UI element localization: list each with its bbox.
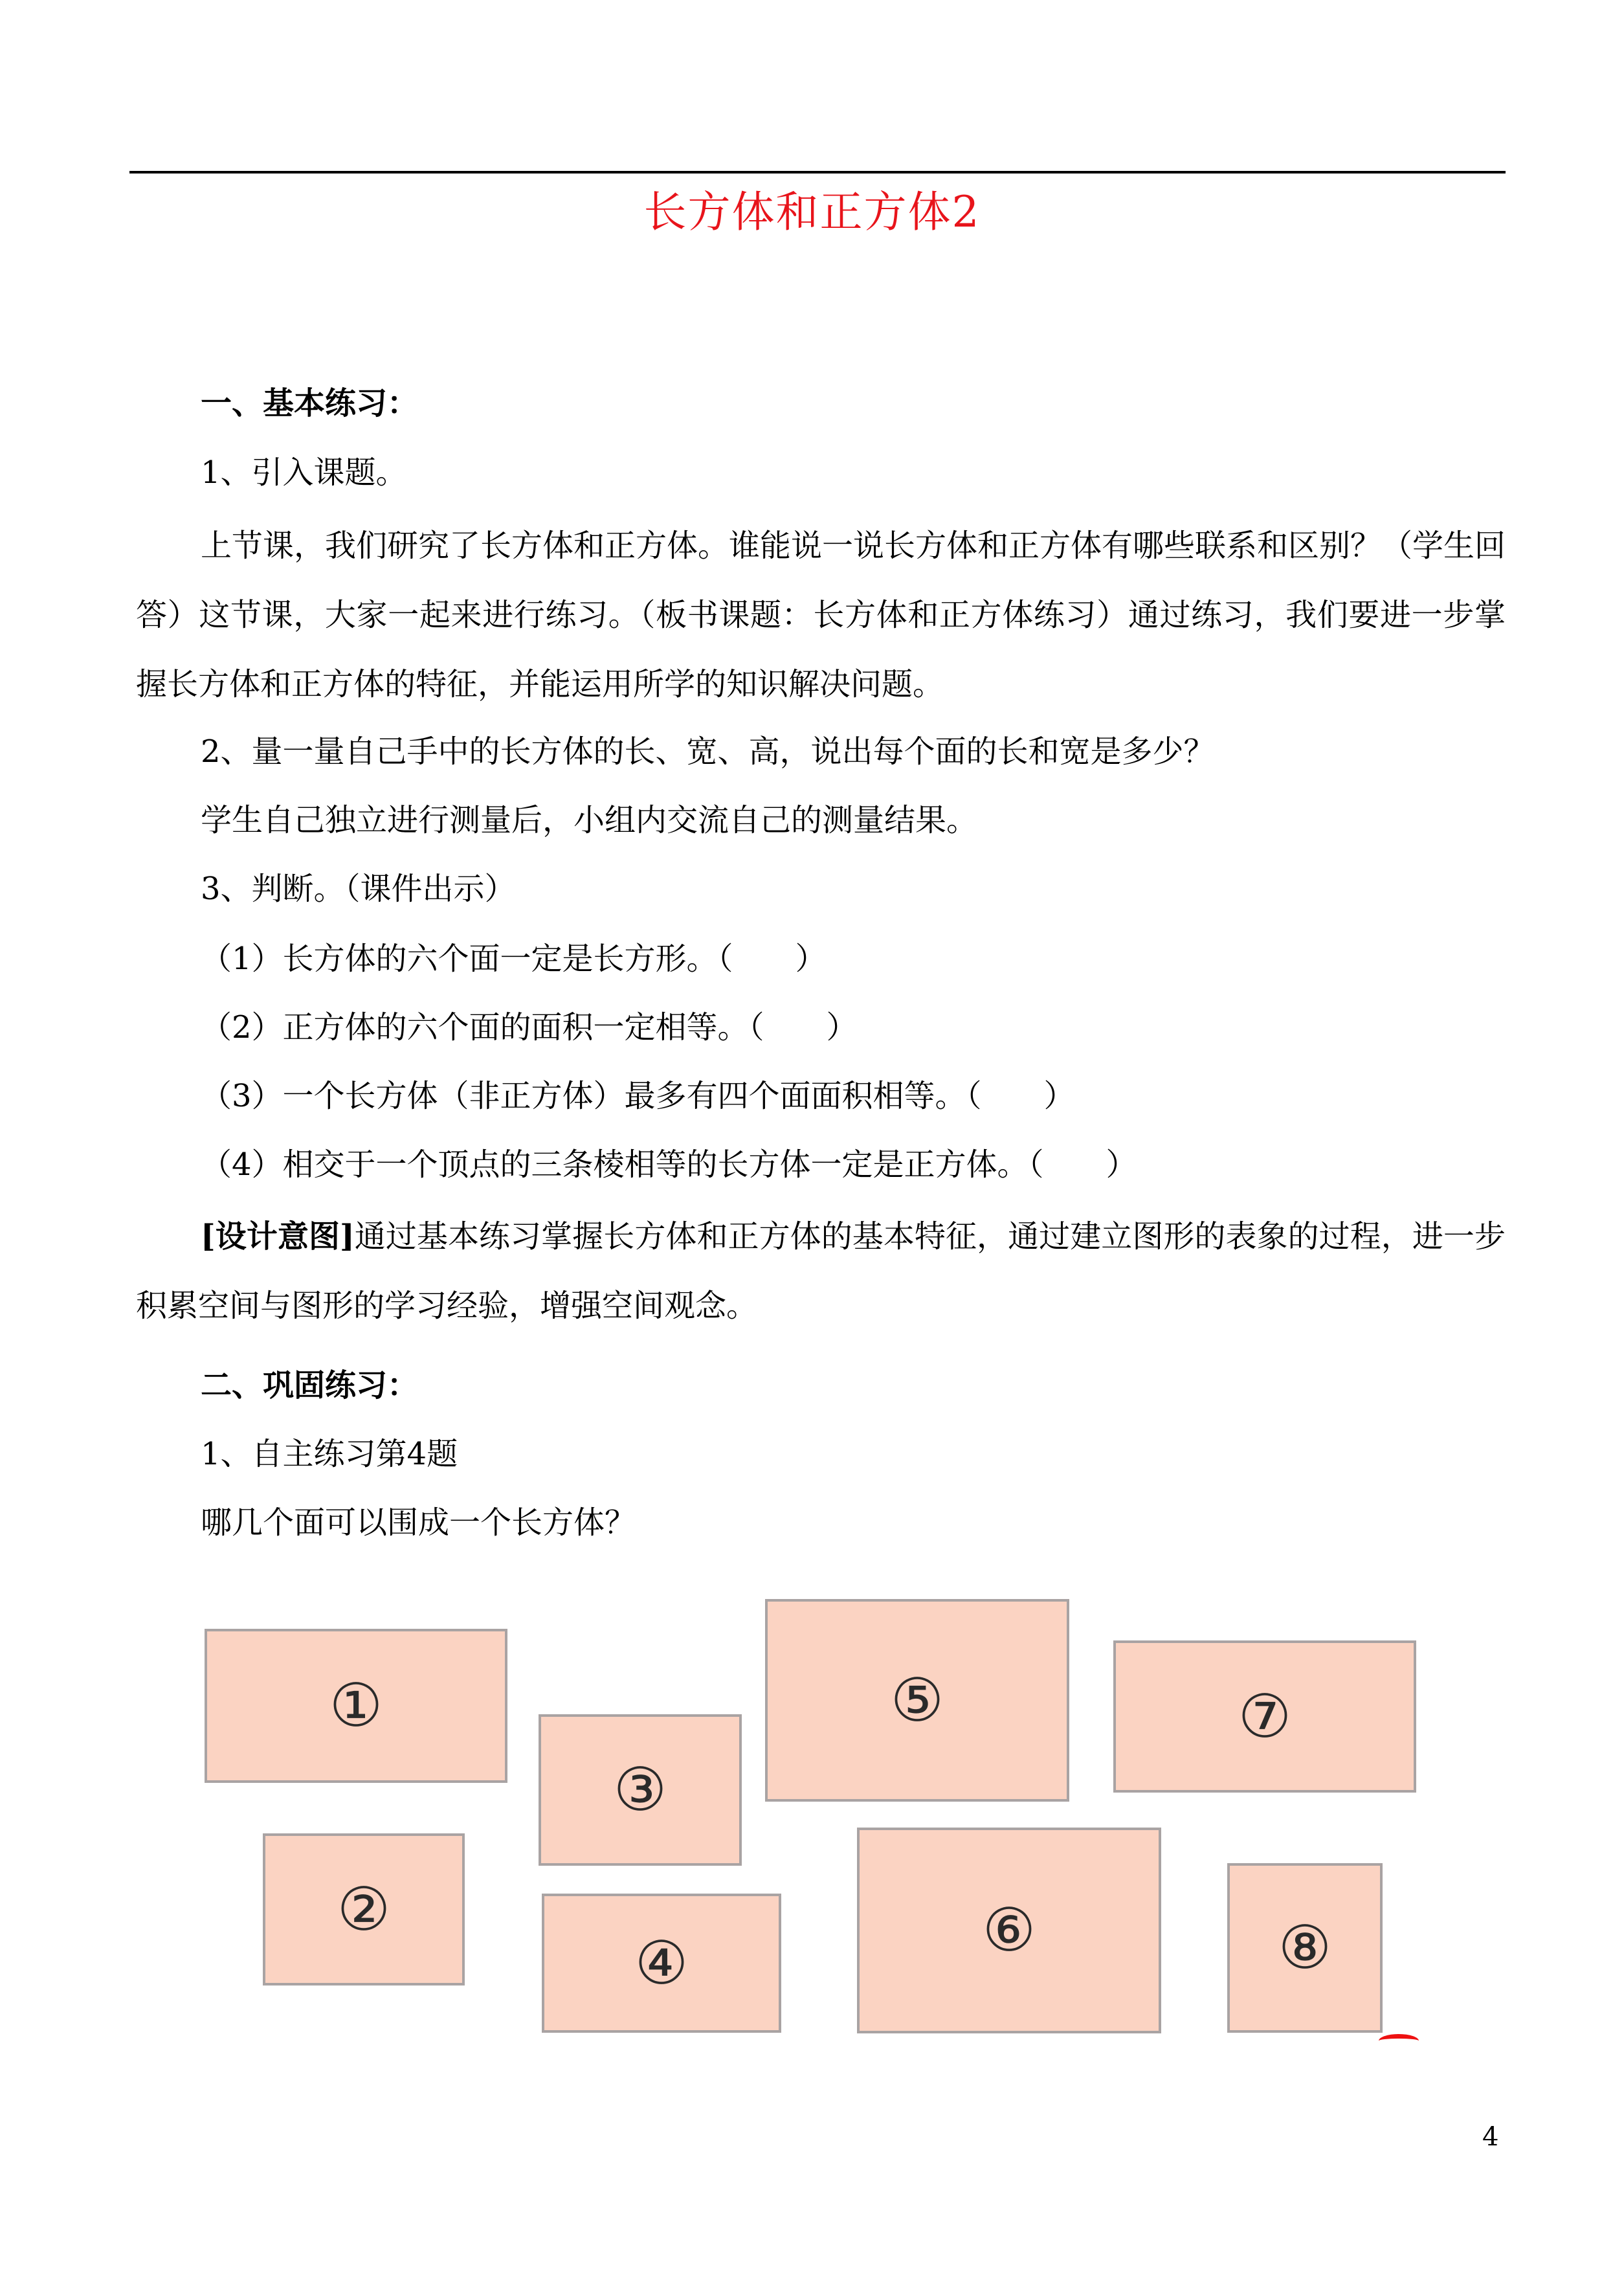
face-label-6: ⑥	[982, 1896, 1036, 1965]
face-label-5: ⑤	[890, 1665, 944, 1735]
face-card-5	[765, 1599, 1069, 1802]
judgment-2: （2）正方体的六个面的面积一定相等。（ ）	[201, 1009, 858, 1046]
design-intent-label: [设计意图]	[201, 1218, 355, 1255]
face-label-8: ⑧	[1278, 1913, 1332, 1982]
face-card-2	[263, 1833, 465, 1985]
face-label-2: ②	[337, 1874, 391, 1944]
section-heading-consolidate: 二、巩固练习：	[201, 1367, 419, 1404]
face-card-3	[539, 1714, 742, 1866]
page-title: 长方体和正方体2	[643, 187, 981, 237]
page-number: 4	[1482, 2122, 1499, 2152]
face-label-7: ⑦	[1238, 1681, 1292, 1751]
design-intent	[136, 1202, 1506, 1341]
header-rule	[129, 171, 1506, 173]
face-card-4	[542, 1894, 781, 2033]
face-card-8	[1227, 1863, 1383, 2033]
item-measure-note: 学生自己独立进行测量后，小组内交流自己的测量结果。	[201, 802, 978, 838]
face-label-1: ①	[329, 1671, 383, 1740]
question-text: 哪几个面可以围成一个长方体？	[201, 1504, 636, 1541]
face-card-1	[205, 1629, 507, 1783]
face-card-6	[857, 1828, 1161, 2033]
section-heading-basic: 一、基本练习：	[201, 385, 419, 421]
item-exercise-4: 1、自主练习第4题	[201, 1436, 458, 1472]
red-mark	[1379, 2034, 1419, 2048]
judgment-3: （3）一个长方体（非正方体）最多有四个面面积相等。（ ）	[201, 1078, 1075, 1114]
face-label-4: ④	[634, 1928, 689, 1998]
item-intro-topic: 1、引入课题。	[201, 454, 407, 491]
faces-figure	[201, 1599, 1456, 2039]
judgment-4: （4）相交于一个顶点的三条棱相等的长方体一定是正方体。（ ）	[201, 1146, 1137, 1183]
face-card-7	[1113, 1640, 1416, 1793]
item-measure: 2、量一量自己手中的长方体的长、宽、高，说出每个面的长和宽是多少？	[201, 733, 1215, 770]
design-intent-text: 通过基本练习掌握长方体和正方体的基本特征，通过建立图形的表象的过程，进一步积累空间与图形的学习经验，增强空间观念。	[136, 1218, 1506, 1324]
item-judge: 3、判断。（课件出示）	[201, 871, 516, 907]
paragraph-intro: 上节课，我们研究了长方体和正方体。谁能说一说长方体和正方体有哪些联系和区别？（学生回答）这节课，大家一起来进行练习。（板书课题：长方体和正方体练习）通过练习，我们要进一步掌握长方体和正方体的特征，并能运用所学的知识解决问题。	[136, 528, 1506, 702]
face-label-3: ③	[613, 1755, 667, 1824]
judgment-1: （1）长方体的六个面一定是长方形。（ ）	[201, 941, 827, 977]
